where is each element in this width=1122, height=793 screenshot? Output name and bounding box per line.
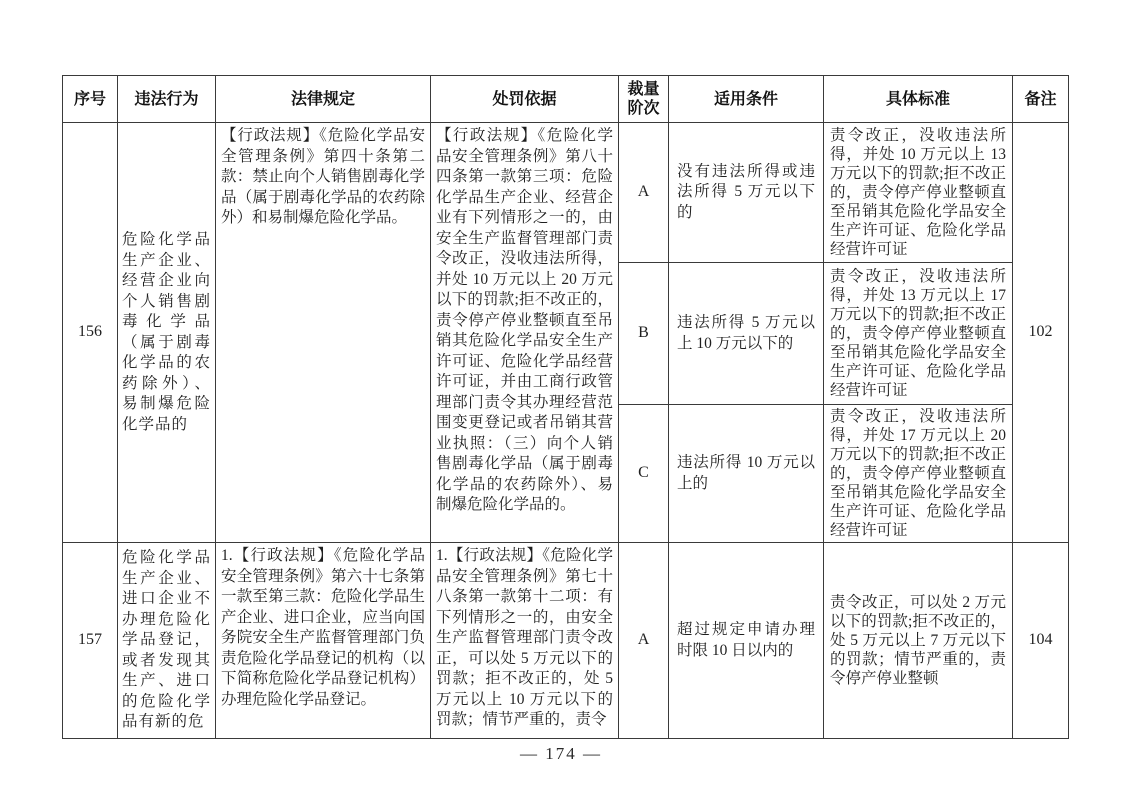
cell-remark-157: 104 [1013, 543, 1069, 739]
cell-condition-156-c: 违法所得 10 万元以上的 [669, 405, 824, 543]
cell-tier-grade-156-b: B [619, 263, 669, 405]
cell-row-number-157: 157 [63, 543, 118, 739]
penalty-standards-table [62, 75, 1069, 739]
column-header-number: 序号 [63, 76, 118, 123]
cell-illegal-act-156: 危险化学品生产企业、经营企业向个人销售剧毒化学品（属于剧毒化学品的农药除外）、易制爆危险化学品的 [118, 123, 216, 543]
column-header-illegal-act: 违法行为 [118, 76, 216, 123]
table-row-157 [63, 543, 1069, 739]
cell-illegal-act-157: 危险化学品生产企业、进口企业不办理危险化学品登记，或者发现其生产、进口的危险化学品有新的危 [118, 543, 216, 739]
cell-condition-157-a: 超过规定申请办理时限 10 日以内的 [669, 543, 824, 739]
cell-penalty-basis-156: 【行政法规】《危险化学品安全管理条例》第八十四条第一款第三项：危险化学品生产企业、经营企业有下列情形之一的，由安全生产监督管理部门责令改正，没收违法所得，并处 10 万元以上 20 万元以下的罚款;拒不改正的，责令停产停业整顿直至吊销其危险化学品安全生产许可证、危险化学品经营许可证，并由工商行政管理部门责令其办理经营范围变更登记或者吊销其营业执照：（三）向个人销售剧毒化学品（属于剧毒化学品的农药除外）、易制爆危险化学品的。 [431, 123, 619, 543]
cell-legal-provision-157: 1.【行政法规】《危险化学品安全管理条例》第六十七条第一款至第三款：危险化学品生产企业、进口企业，应当向国务院安全生产监督管理部门负责危险化学品登记的机构（以下简称危险化学品登记机构）办理危险化学品登记。 [216, 543, 431, 739]
column-header-discretion-tier: 裁量阶次 [619, 76, 669, 123]
page-number: — 174 — [520, 744, 602, 763]
cell-penalty-basis-157: 1.【行政法规】《危险化学品安全管理条例》第七十八条第一款第十二项：有下列情形之一的，由安全生产监督管理部门责令改正，可以处 5 万元以下的罚款；拒不改正的，处 5 万元以上 10 万元以下的罚款；情节严重的，责令 [431, 543, 619, 739]
table-header-row [63, 76, 1069, 123]
cell-standard-156-c: 责令改正，没收违法所得，并处 17 万元以上 20 万元以下的罚款;拒不改正的，责令停产停业整顿直至吊销其危险化学品安全生产许可证、危险化学品经营许可证 [824, 405, 1013, 543]
cell-legal-provision-156: 【行政法规】《危险化学品安全管理条例》第四十条第二款：禁止向个人销售剧毒化学品（属于剧毒化学品的农药除外）和易制爆危险化学品。 [216, 123, 431, 543]
cell-row-number-156: 156 [63, 123, 118, 543]
cell-condition-156-a: 没有违法所得或违法所得 5 万元以下的 [669, 123, 824, 263]
cell-tier-grade-156-a: A [619, 123, 669, 263]
column-header-specific-standard: 具体标准 [824, 76, 1013, 123]
cell-condition-156-b: 违法所得 5 万元以上 10 万元以下的 [669, 263, 824, 405]
column-header-penalty-basis: 处罚依据 [431, 76, 619, 123]
cell-standard-156-b: 责令改正，没收违法所得，并处 13 万元以上 17 万元以下的罚款;拒不改正的，责令停产停业整顿直至吊销其危险化学品安全生产许可证、危险化学品经营许可证 [824, 263, 1013, 405]
column-header-remarks: 备注 [1013, 76, 1069, 123]
cell-tier-grade-156-c: C [619, 405, 669, 543]
table-row-156-tier-a [63, 123, 1069, 263]
cell-standard-156-a: 责令改正，没收违法所得，并处 10 万元以上 13 万元以下的罚款;拒不改正的，责令停产停业整顿直至吊销其危险化学品安全生产许可证、危险化学品经营许可证 [824, 123, 1013, 263]
column-header-legal-provision: 法律规定 [216, 76, 431, 123]
cell-remark-156: 102 [1013, 123, 1069, 543]
column-header-applicable-condition: 适用条件 [669, 76, 824, 123]
cell-tier-grade-157-a: A [619, 543, 669, 739]
cell-standard-157-a: 责令改正，可以处 2 万元以下的罚款;拒不改正的，处 5 万元以上 7 万元以下的罚款；情节严重的，责令停产停业整顿 [824, 543, 1013, 739]
